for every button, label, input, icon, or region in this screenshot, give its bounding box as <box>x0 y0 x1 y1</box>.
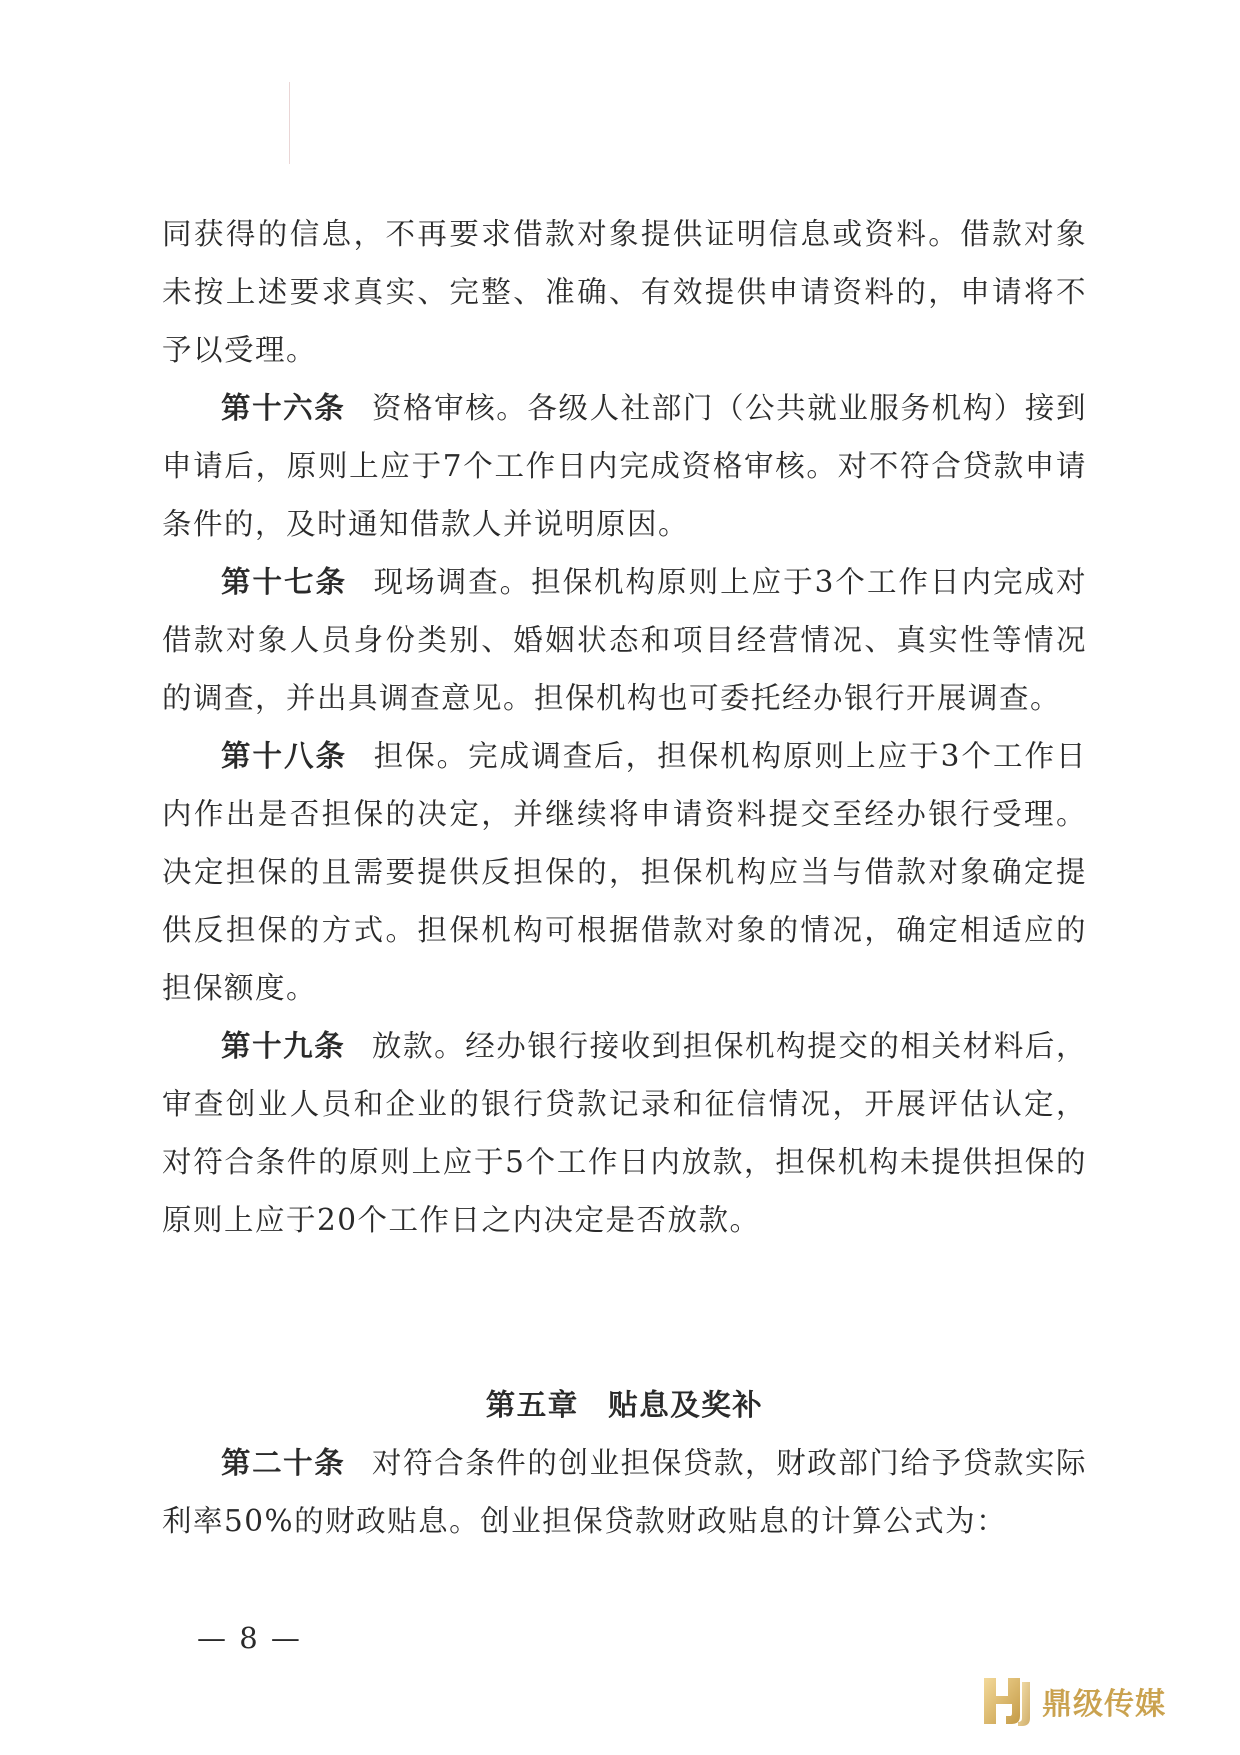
chapter-number: 第五章 <box>485 1388 579 1422</box>
chapter-title: 贴息及奖补 <box>608 1388 764 1422</box>
document-body-continued <box>162 1434 1087 1550</box>
article-number: 第十六条 <box>221 391 346 425</box>
article-number: 第二十条 <box>221 1446 346 1480</box>
article-20 <box>162 1434 1087 1550</box>
watermark <box>978 1670 1228 1732</box>
article-text: 放款。经办银行接收到担保机构提交的相关材料后，审查创业人员和企业的银行贷款记录和征信情况，开展评估认定，对符合条件的原则上应于5个工作日内放款，担保机构未提供担保的原则上应于20个工作日之内决定是否放款。 <box>162 1029 1087 1237</box>
watermark-text: 鼎级传媒 <box>1042 1687 1166 1722</box>
article-18 <box>162 727 1087 1017</box>
binding-margin-mark <box>289 82 290 164</box>
article-number: 第十七条 <box>221 565 348 599</box>
watermark-logo-icon <box>978 1672 1036 1730</box>
page-number: — 8 — <box>197 1621 302 1655</box>
article-19 <box>162 1017 1087 1249</box>
chapter-heading <box>162 1376 1087 1434</box>
document-body <box>162 205 1087 1249</box>
article-text: 对符合条件的创业担保贷款，财政部门给予贷款实际利率50%的财政贴息。创业担保贷款财政贴息的计算公式为： <box>162 1446 1087 1538</box>
article-17 <box>162 553 1087 727</box>
article-number: 第十八条 <box>221 739 348 773</box>
article-16 <box>162 379 1087 553</box>
article-number: 第十九条 <box>221 1029 346 1063</box>
continued-paragraph: 同获得的信息，不再要求借款对象提供证明信息或资料。借款对象未按上述要求真实、完整、准确、有效提供申请资料的，申请将不予以受理。 <box>162 217 1087 367</box>
article-text: 担保。完成调查后，担保机构原则上应于3个工作日内作出是否担保的决定，并继续将申请资料提交至经办银行受理。决定担保的且需要提供反担保的，担保机构应当与借款对象确定提供反担保的方式。担保机构可根据借款对象的情况，确定相适应的担保额度。 <box>162 739 1087 1005</box>
article-text: 现场调查。担保机构原则上应于3个工作日内完成对借款对象人员身份类别、婚姻状态和项目经营情况、真实性等情况的调查，并出具调查意见。担保机构也可委托经办银行开展调查。 <box>162 565 1087 715</box>
article-text: 资格审核。各级人社部门（公共就业服务机构）接到申请后，原则上应于7个工作日内完成资格审核。对不符合贷款申请条件的，及时通知借款人并说明原因。 <box>162 391 1087 541</box>
